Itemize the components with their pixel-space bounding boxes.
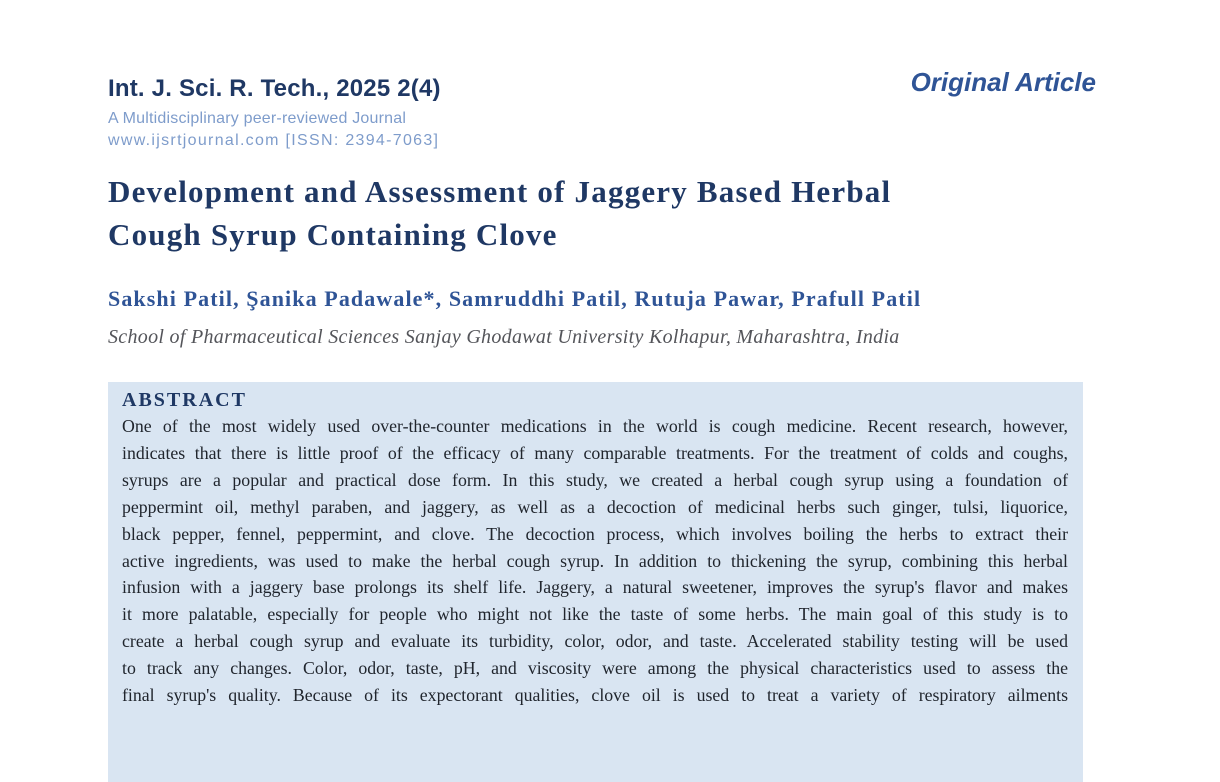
abstract-line: active ingredients, was used to make the herbal cough syrup. In addition to thickening the syrup, combining this herbal <box>122 550 1068 571</box>
abstract-line: indicates that there is little proof of the efficacy of many comparable treatments. For the treatment of colds and coughs, <box>122 442 1068 463</box>
abstract-line: One of the most widely used over-the-counter medications in the world is cough medicine. Recent research, however, <box>122 416 1068 436</box>
abstract-line: black pepper, fennel, peppermint, and clove. The decoction process, which involves boiling the herbs to extract their <box>122 523 1068 544</box>
affiliation-line: School of Pharmaceutical Sciences Sanjay Ghodawat University Kolhapur, Maharashtra, India <box>108 326 900 348</box>
journal-title: Int. J. Sci. R. Tech., 2025 2(4) <box>108 75 441 102</box>
abstract-heading: ABSTRACT <box>122 389 247 411</box>
authors-line: Sakshi Patil, Şanika Padawale*, Samruddhi Patil, Rutuja Pawar, Prafull Patil <box>108 286 922 311</box>
abstract-line: infusion with a jaggery base prolongs its shelf life. Jaggery, a natural sweetener, improves the syrup's flavor and makes <box>122 577 1068 598</box>
abstract-line: syrups are a popular and practical dose form. In this study, we created a herbal cough syrup using a foundation of <box>122 469 1068 490</box>
article-title-line-2: Cough Syrup Containing Clove <box>108 217 558 252</box>
abstract-box <box>108 382 1083 782</box>
journal-subtitle: A Multidisciplinary peer-reviewed Journal <box>108 110 407 127</box>
abstract-line: peppermint oil, methyl paraben, and jaggery, as well as a decoction of medicinal herbs such ginger, tulsi, liquorice, <box>122 496 1068 517</box>
article-title-line-1: Development and Assessment of Jaggery Based Herbal <box>108 174 892 209</box>
journal-url-issn: www.ijsrtjournal.com [ISSN: 2394-7063] <box>108 132 440 149</box>
abstract-line: create a herbal cough syrup and evaluate its turbidity, color, odor, and taste. Accelerated stability testing will be used <box>122 631 1068 652</box>
abstract-line: to track any changes. Color, odor, taste, pH, and viscosity were among the physical characteristics used to assess the <box>122 658 1068 679</box>
journal-masthead <box>108 74 441 151</box>
abstract-body <box>122 413 1068 709</box>
abstract-line: final syrup's quality. Because of its expectorant qualities, clove oil is used to treat a variety of respiratory ailments <box>122 685 1068 706</box>
article-type-label: Original Article <box>910 67 1096 97</box>
abstract-line: it more palatable, especially for people who might not like the taste of some herbs. The main goal of this study is to <box>122 604 1068 625</box>
article-title <box>108 170 891 256</box>
